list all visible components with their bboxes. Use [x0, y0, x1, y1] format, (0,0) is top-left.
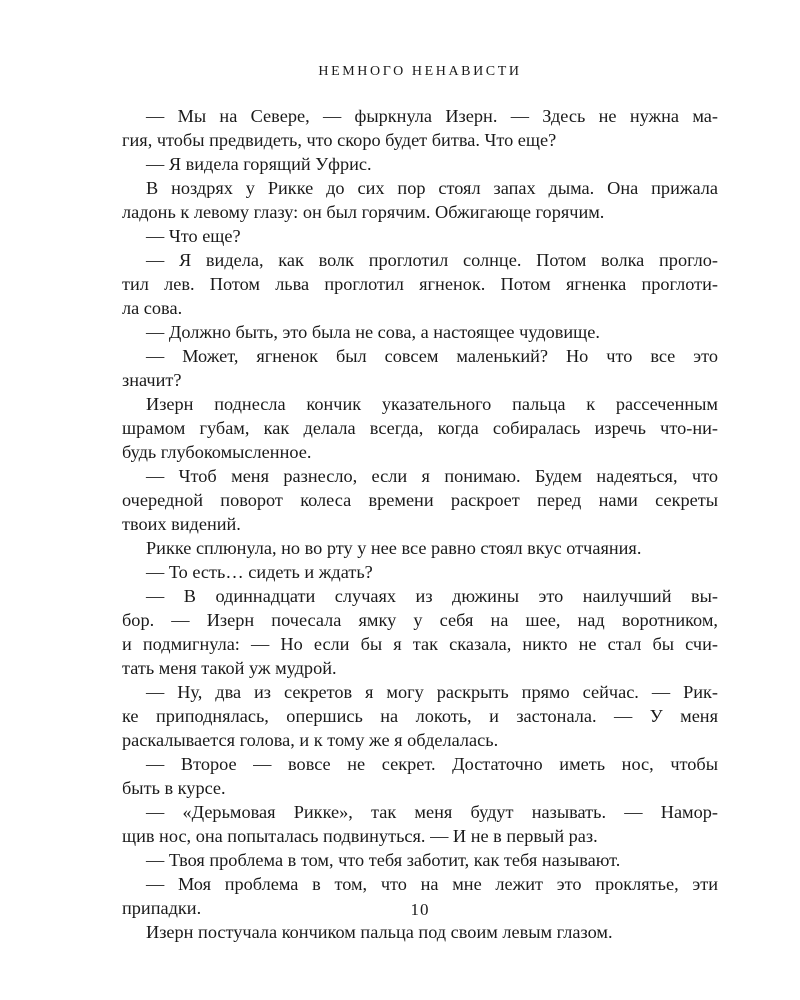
text-line: — Может, ягненок был совсем маленький? Но что все это	[146, 346, 718, 366]
paragraph	[122, 920, 718, 944]
text-line: — Должно быть, это была не сова, а настоящее чудовище.	[146, 322, 600, 342]
text-line: — Я видела, как волк проглотил солнце. Потом волка прогло-	[146, 250, 718, 270]
text-line: будь глубокомысленное.	[122, 442, 312, 462]
text-line: — Что еще?	[146, 226, 241, 246]
text-line: очередной поворот колеса времени раскроет перед нами секреты	[122, 490, 718, 510]
text-line: и подмигнула: — Но если бы я так сказала, никто не стал бы счи-	[122, 634, 718, 654]
text-line: припадки.	[122, 898, 202, 918]
paragraph	[122, 392, 718, 464]
paragraph	[122, 752, 718, 800]
text-line: ла сова.	[122, 298, 183, 318]
paragraph	[122, 560, 718, 584]
text-line: шрамом губам, как делала всегда, когда собиралась изречь что-ни-	[122, 418, 718, 438]
paragraph	[122, 848, 718, 872]
text-line: гия, чтобы предвидеть, что скоро будет битва. Что еще?	[122, 130, 557, 150]
text-line: Рикке сплюнула, но во рту у нее все равно стоял вкус отчаяния.	[146, 538, 642, 558]
paragraph	[122, 800, 718, 848]
text-line: — Я видела горящий Уфрис.	[146, 154, 372, 174]
text-line: — «Дерьмовая Рикке», так меня будут называть. — Намор-	[146, 802, 718, 822]
text-line: — Мы на Севере, — фыркнула Изерн. — Здесь не нужна ма-	[146, 106, 718, 126]
text-line: В ноздрях у Рикке до сих пор стоял запах дыма. Она прижала	[146, 178, 718, 198]
text-line: — То есть… сидеть и ждать?	[146, 562, 373, 582]
text-line: раскалывается голова, и к тому же я обделалась.	[122, 730, 499, 750]
text-line: — Твоя проблема в том, что тебя заботит, как тебя называют.	[146, 850, 621, 870]
text-line: Изерн поднесла кончик указательного пальца к рассеченным	[146, 394, 718, 414]
paragraph	[122, 344, 718, 392]
text-line: значит?	[122, 370, 182, 390]
paragraph	[122, 248, 718, 320]
text-line: быть в курсе.	[122, 778, 226, 798]
text-line: — Ну, два из секретов я могу раскрыть прямо сейчас. — Рик-	[146, 682, 718, 702]
text-line: — В одиннадцати случаях из дюжины это наилучший вы-	[146, 586, 718, 606]
text-line: щив нос, она попыталась подвинуться. — И не в первый раз.	[122, 826, 598, 846]
text-line: — Чтоб меня разнесло, если я понимаю. Будем надеяться, что	[146, 466, 718, 486]
page-number: 10	[410, 900, 430, 919]
text-line: Изерн постучала кончиком пальца под своим левым глазом.	[146, 922, 613, 942]
text-line: ке приподнялась, опершись на локоть, и застонала. — У меня	[122, 706, 718, 726]
text-line: бор. — Изерн почесала ямку у себя на шее, над воротником,	[122, 610, 718, 630]
running-head: НЕМНОГО НЕНАВИСТИ	[318, 64, 522, 79]
paragraph	[122, 176, 718, 224]
paragraph	[122, 152, 718, 176]
paragraph	[122, 224, 718, 248]
text-line: — Моя проблема в том, что на мне лежит это проклятье, эти	[146, 874, 718, 894]
paragraph	[122, 536, 718, 560]
text-line: тил лев. Потом льва проглотил ягненок. Потом ягненка проглоти-	[122, 274, 718, 294]
paragraph	[122, 584, 718, 680]
text-line: тать меня такой уж мудрой.	[122, 658, 337, 678]
paragraph	[122, 680, 718, 752]
text-line: ладонь к левому глазу: он был горячим. Обжигающе горячим.	[122, 202, 605, 222]
body-text	[122, 104, 718, 944]
text-line: твоих видений.	[122, 514, 241, 534]
paragraph	[122, 104, 718, 152]
text-line: — Второе — вовсе не секрет. Достаточно иметь нос, чтобы	[146, 754, 718, 774]
paragraph	[122, 320, 718, 344]
paragraph	[122, 464, 718, 536]
